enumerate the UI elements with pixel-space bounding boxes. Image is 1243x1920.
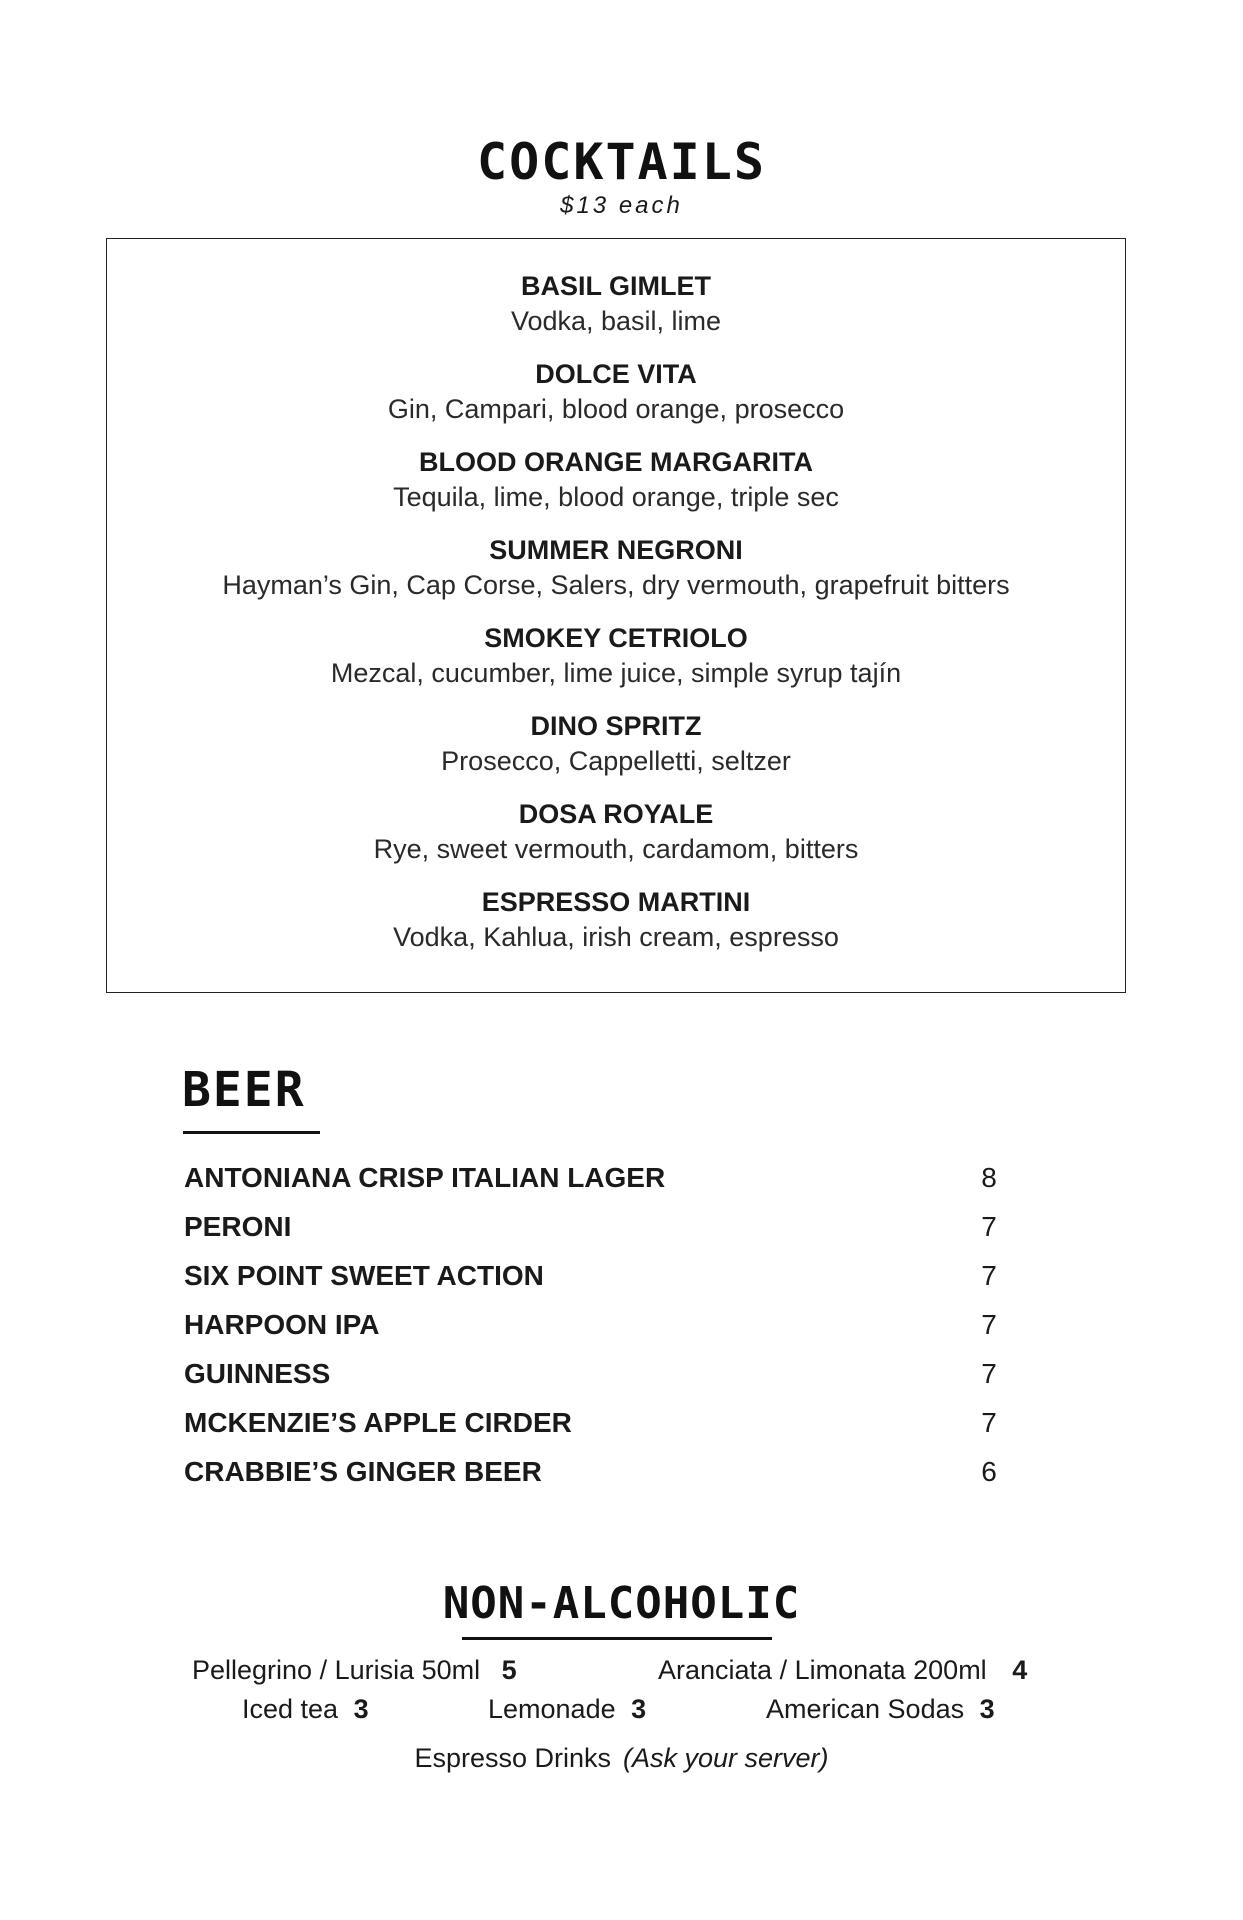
drink-price: 3 [631,1694,647,1724]
cocktail-list [106,238,1126,993]
espresso-drinks-label: Espresso Drinks [414,1743,611,1773]
beer-title-underline [183,1131,320,1134]
cocktail-description: Vodka, Kahlua, irish cream, espresso [393,922,839,952]
beer-name: GUINNESS [184,1358,331,1389]
espresso-drinks-line [0,1740,1243,1776]
cocktail-description: Gin, Campari, blood orange, prosecco [387,394,845,424]
beer-name: SIX POINT SWEET ACTION [184,1260,544,1291]
drink-name: Pellegrino / Lurisia 50ml [192,1655,481,1685]
beer-price: 7 [981,1358,997,1389]
non-alcoholic-item [192,1652,517,1688]
beer-name: HARPOON IPA [184,1309,380,1340]
non-alcoholic-item [766,1691,995,1727]
cocktail-name: DOLCE VITA [535,359,697,389]
beer-price: 7 [981,1309,997,1340]
cocktail-item [107,797,1125,867]
cocktail-description: Mezcal, cucumber, lime juice, simple syrup tajín [330,658,902,688]
cocktail-description: Vodka, basil, lime [510,306,722,336]
cocktail-name: DINO SPRITZ [530,711,702,741]
beer-name: MCKENZIE’S APPLE CIRDER [184,1407,572,1438]
cocktail-description: Hayman’s Gin, Cap Corse, Salers, dry vermouth, grapefruit bitters [222,570,1010,600]
cocktail-name: BASIL GIMLET [520,271,711,301]
cocktail-name: DOSA ROYALE [518,799,714,829]
cocktail-item [107,445,1125,515]
drink-price: 3 [353,1694,369,1724]
cocktail-name: SUMMER NEGRONI [489,535,743,565]
drink-name: Iced tea [242,1694,339,1724]
beer-row [184,1305,1004,1345]
cocktail-item [107,709,1125,779]
beer-row [184,1256,1004,1296]
beer-price: 6 [981,1456,997,1487]
cocktail-item [107,885,1125,955]
drink-name: Lemonade [488,1694,616,1724]
beer-row [184,1354,1004,1394]
espresso-drinks-note: (Ask your server) [623,1743,829,1773]
cocktail-item [107,269,1125,339]
beer-price: 8 [981,1162,997,1193]
beer-row [184,1158,1004,1198]
beer-name: ANTONIANA CRISP ITALIAN LAGER [184,1162,666,1193]
drink-name: American Sodas [766,1694,965,1724]
cocktail-item [107,533,1125,603]
beer-row [184,1207,1004,1247]
beer-price: 7 [981,1211,997,1242]
beer-title: BEER [182,1062,306,1118]
cocktails-title: COCKTAILS [477,133,766,191]
cocktail-description: Rye, sweet vermouth, cardamom, bitters [373,834,859,864]
non-alcoholic-title-underline [462,1637,772,1640]
beer-row [184,1452,1004,1492]
beer-name: PERONI [184,1211,292,1242]
drink-name: Aranciata / Limonata 200ml [658,1655,987,1685]
cocktail-description: Tequila, lime, blood orange, triple sec [393,482,839,512]
non-alcoholic-item [658,1652,1027,1688]
drink-price: 4 [1012,1655,1028,1685]
cocktail-item [107,357,1125,427]
beer-name: CRABBIE’S GINGER BEER [184,1456,542,1487]
cocktail-item [107,621,1125,691]
drink-price: 5 [501,1655,517,1685]
beer-row [184,1403,1004,1443]
cocktail-description: Prosecco, Cappelletti, seltzer [441,746,791,776]
non-alcoholic-title: NON-ALCOHOLIC [442,1578,801,1629]
cocktail-name: BLOOD ORANGE MARGARITA [419,447,813,477]
cocktail-name: SMOKEY CETRIOLO [484,623,748,653]
cocktails-price: $13 each [560,192,683,219]
non-alcoholic-item [488,1691,646,1727]
non-alcoholic-item [242,1691,369,1727]
drink-price: 3 [979,1694,995,1724]
cocktail-name: ESPRESSO MARTINI [481,887,751,917]
beer-price: 7 [981,1407,997,1438]
beer-price: 7 [981,1260,997,1291]
